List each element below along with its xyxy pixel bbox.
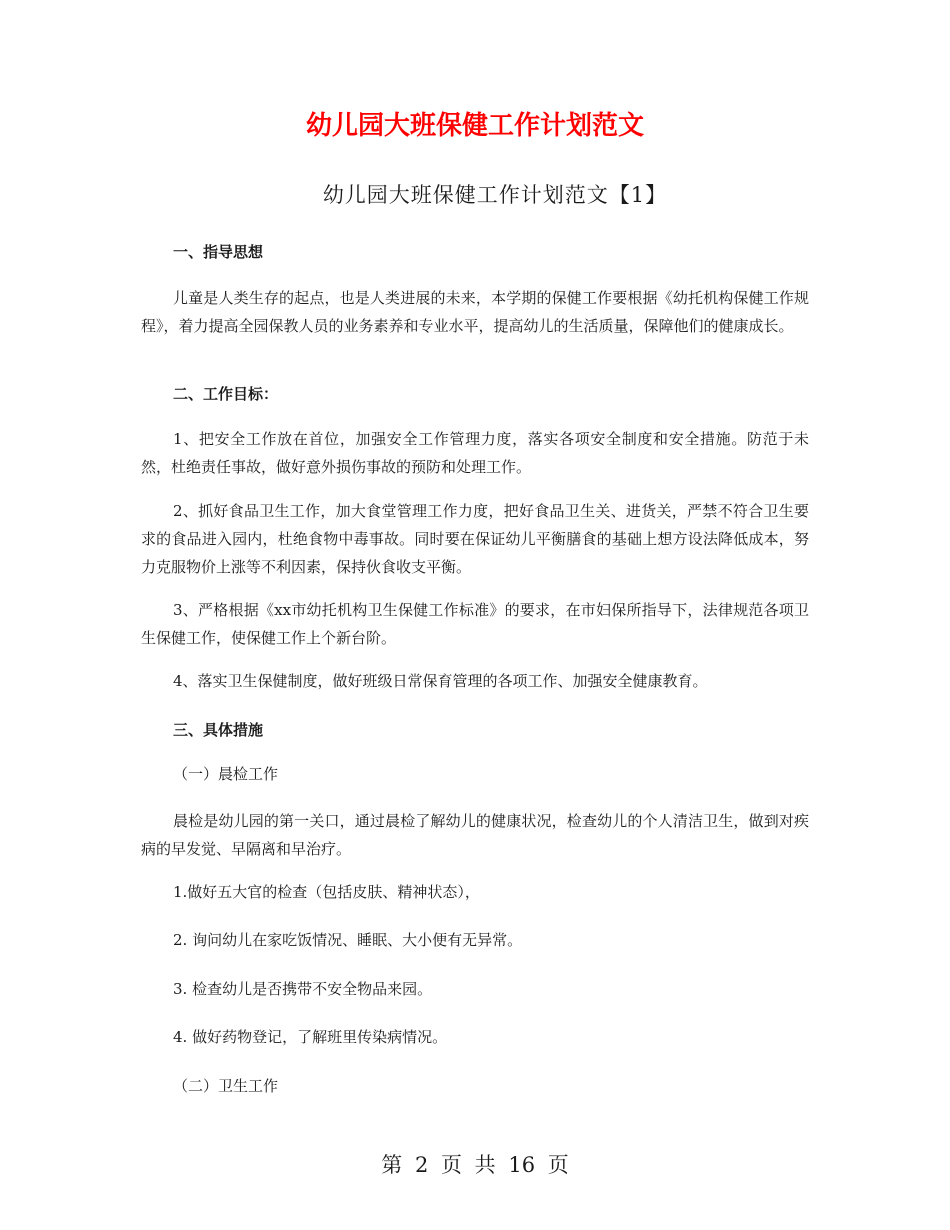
goal-item-3: 3、严格根据《xx市幼托机构卫生保健工作标准》的要求，在市妇保所指导下，法律规范各项卫生保健工作，使保健工作上个新台阶。	[141, 601, 809, 647]
page-number-footer: 第 2 页 共 16 页	[381, 1153, 569, 1177]
goal-item-2: 2、抓好食品卫生工作，加大食堂管理工作力度，把好食品卫生关、进货关，严禁不符合卫生要求的食品进入园内，杜绝食物中毒事故。同时要在保证幼儿平衡膳食的基础上想方设法降低成本，努力克服物价上涨等不利因素，保持伙食收支平衡。	[141, 502, 809, 576]
section-heading-work-goals: 二、工作目标：	[173, 385, 279, 403]
paragraph-morning-check: 晨检是幼儿园的第一关口，通过晨检了解幼儿的健康状况，检查幼儿的个人清洁卫生，做到对疾病的早发觉、早隔离和早治疗。	[141, 812, 809, 858]
subheading-hygiene-work: （二）卫生工作	[173, 1077, 279, 1095]
section-heading-measures: 三、具体措施	[173, 721, 264, 739]
subheading-morning-check: （一）晨检工作	[173, 765, 279, 783]
check-item-1: 1.做好五大官的检查（包括皮肤、精神状态），	[173, 883, 480, 901]
goal-item-1: 1、把安全工作放在首位，加强安全工作管理力度，落实各项安全制度和安全措施。防范于未然，杜绝责任事故，做好意外损伤事故的预防和处理工作。	[141, 430, 809, 476]
document-subtitle: 幼儿园大班保健工作计划范文【1】	[322, 183, 668, 207]
goal-item-4: 4、落实卫生保健制度，做好班级日常保育管理的各项工作、加强安全健康教育。	[173, 672, 708, 690]
check-item-4: 4. 做好药物登记，了解班里传染病情况。	[173, 1028, 448, 1046]
paragraph-guiding-thought: 儿童是人类生存的起点，也是人类进展的未来，本学期的保健工作要根据《幼托机构保健工作规程》，着力提高全园保教人员的业务素养和专业水平，提高幼儿的生活质量，保障他们的健康成长。	[141, 289, 809, 335]
document-title: 幼儿园大班保健工作计划范文	[305, 111, 644, 141]
check-item-2: 2. 询问幼儿在家吃饭情况、睡眠、大小便有无异常。	[173, 931, 523, 949]
check-item-3: 3. 检查幼儿是否携带不安全物品来园。	[173, 980, 433, 998]
section-heading-guiding-thought: 一、指导思想	[173, 243, 264, 261]
